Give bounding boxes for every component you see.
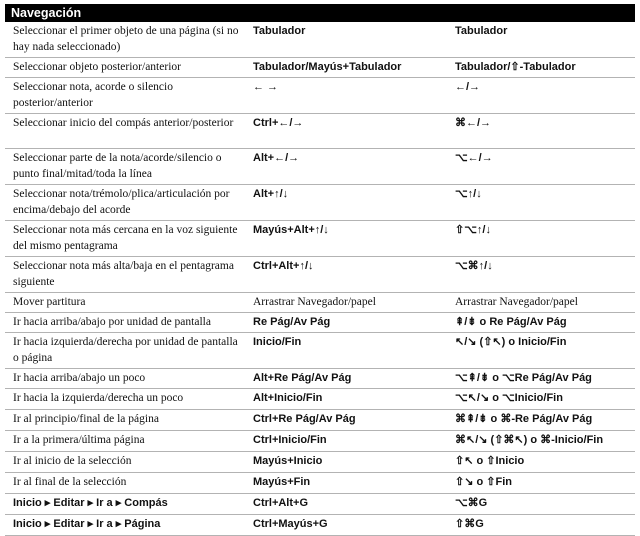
row-mac-shortcut: ⌥⌘↑/↓ [449,257,635,293]
table-row [5,221,635,257]
table-row [5,515,635,536]
row-windows-shortcut: Alt+↑/↓ [247,185,449,221]
row-mac-shortcut: ⇧⌥↑/↓ [449,221,635,257]
row-description: Ir hacia arriba/abajo por unidad de pantalla [5,313,247,333]
row-mac-shortcut: ↖/↘ (⇧↖) o Inicio/Fin [449,333,635,369]
row-mac-shortcut: ⌘←/→ [449,114,635,149]
row-windows-shortcut: Tabulador [247,22,449,58]
row-description: Seleccionar inicio del compás anterior/posterior [5,114,247,149]
row-windows-shortcut: Arrastrar Navegador/papel [247,293,449,313]
row-windows-shortcut: Mayús+Alt+↑/↓ [247,221,449,257]
row-description: Ir a la primera/última página [5,431,247,452]
row-description: Ir al principio/final de la página [5,410,247,431]
row-windows-shortcut: Inicio/Fin [247,333,449,369]
table-row [5,313,635,333]
table-row [5,452,635,473]
row-mac-shortcut: Arrastrar Navegador/papel [449,293,635,313]
row-mac-shortcut: ⌥↑/↓ [449,185,635,221]
section-title: Navegación [5,4,635,22]
row-windows-shortcut: Re Pág/Av Pág [247,313,449,333]
table-row [5,410,635,431]
row-mac-shortcut: ⌥←/→ [449,149,635,185]
table-row [5,431,635,452]
row-mac-shortcut: ⇧⌘G [449,515,635,536]
table-row [5,257,635,293]
row-windows-shortcut: Ctrl+Mayús+G [247,515,449,536]
row-mac-shortcut: ⌘⇞/⇟ o ⌘-Re Pág/Av Pág [449,410,635,431]
table-row [5,333,635,369]
row-description: Seleccionar nota, acorde o silencio posterior/anterior [5,78,247,114]
row-windows-shortcut: Tabulador/Mayús+Tabulador [247,58,449,78]
row-windows-shortcut: Ctrl+Alt+↑/↓ [247,257,449,293]
table-row [5,494,635,515]
row-mac-shortcut: ⌥↖/↘ o ⌥Inicio/Fin [449,389,635,410]
row-windows-shortcut: ← → [247,78,449,114]
row-windows-shortcut: Alt+Inicio/Fin [247,389,449,410]
row-mac-shortcut: ⌥⇞/⇟ o ⌥Re Pág/Av Pág [449,369,635,389]
row-mac-shortcut: ←/→ [449,78,635,114]
table-row [5,22,635,58]
row-mac-shortcut: ⇞/⇟ o Re Pág/Av Pág [449,313,635,333]
row-windows-shortcut: Ctrl+←/→ [247,114,449,149]
row-mac-shortcut: ⌥⌘G [449,494,635,515]
row-windows-shortcut: Alt+Re Pág/Av Pág [247,369,449,389]
row-windows-shortcut: Ctrl+Alt+G [247,494,449,515]
table-row [5,473,635,494]
row-windows-shortcut: Mayús+Inicio [247,452,449,473]
shortcut-table [5,22,635,536]
table-row [5,114,635,149]
row-windows-shortcut: Mayús+Fin [247,473,449,494]
row-mac-shortcut: Tabulador [449,22,635,58]
row-windows-shortcut: Ctrl+Inicio/Fin [247,431,449,452]
table-row [5,149,635,185]
table-row [5,293,635,313]
row-description: Ir hacia arriba/abajo un poco [5,369,247,389]
row-description: Mover partitura [5,293,247,313]
row-mac-shortcut: ⇧↖ o ⇧Inicio [449,452,635,473]
row-mac-shortcut: Tabulador/⇧-Tabulador [449,58,635,78]
row-description: Seleccionar el primer objeto de una página (si no hay nada seleccionado) [5,22,247,58]
row-description: Seleccionar nota/trémolo/plica/articulación por encima/debajo del acorde [5,185,247,221]
shortcut-table-body [5,22,635,536]
row-description: Ir hacia la izquierda/derecha un poco [5,389,247,410]
row-description: Inicio ▸ Editar ▸ Ir a ▸ Compás [5,494,247,515]
table-row [5,58,635,78]
row-description: Seleccionar nota más alta/baja en el pentagrama siguiente [5,257,247,293]
table-row [5,78,635,114]
row-description: Ir hacia izquierda/derecha por unidad de pantalla o página [5,333,247,369]
row-description: Seleccionar parte de la nota/acorde/silencio o punto final/mitad/toda la línea [5,149,247,185]
table-row [5,185,635,221]
table-row [5,369,635,389]
row-windows-shortcut: Ctrl+Re Pág/Av Pág [247,410,449,431]
row-description: Seleccionar nota más cercana en la voz siguiente del mismo pentagrama [5,221,247,257]
row-description: Seleccionar objeto posterior/anterior [5,58,247,78]
row-description: Ir al final de la selección [5,473,247,494]
row-description: Ir al inicio de la selección [5,452,247,473]
table-row [5,389,635,410]
row-description: Inicio ▸ Editar ▸ Ir a ▸ Página [5,515,247,536]
row-windows-shortcut: Alt+←/→ [247,149,449,185]
row-mac-shortcut: ⌘↖/↘ (⇧⌘↖) o ⌘-Inicio/Fin [449,431,635,452]
row-mac-shortcut: ⇧↘ o ⇧Fin [449,473,635,494]
